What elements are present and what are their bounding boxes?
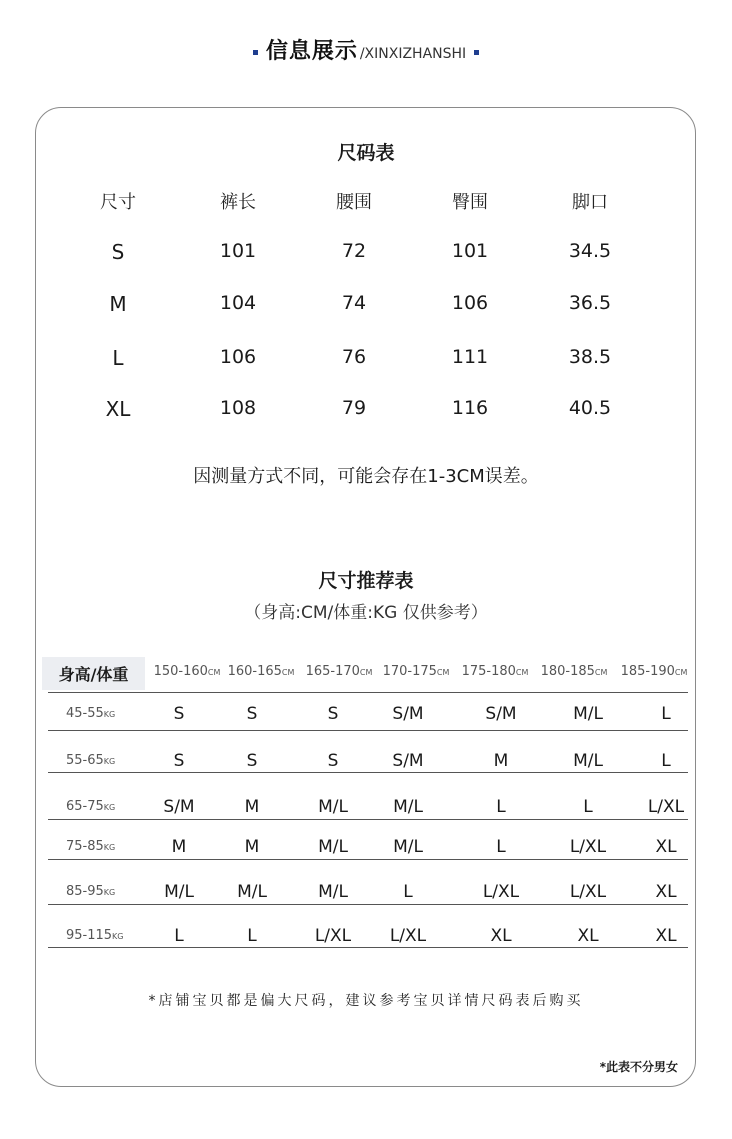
size-recommendation-cell: M	[493, 751, 509, 771]
size-recommendation-cell: S	[246, 704, 258, 724]
size-cell: 111	[451, 346, 489, 368]
weight-row-label	[66, 839, 115, 854]
height-col-header	[228, 664, 295, 679]
size-recommendation-cell: M/L	[237, 882, 267, 902]
size-cell: 79	[341, 397, 367, 419]
row-divider	[48, 947, 688, 948]
size-recommendation-cell: L	[403, 882, 413, 902]
size-recommendation-cell: XL	[577, 926, 599, 946]
size-recommendation-cell: L	[583, 797, 593, 817]
size-cell: 106	[451, 292, 489, 314]
height-unit: CM	[207, 668, 221, 677]
row-divider	[48, 692, 688, 693]
height-col-header	[462, 664, 529, 679]
weight-row-label	[66, 753, 115, 768]
weight-unit: KG	[103, 843, 116, 852]
height-range: 185-190	[620, 664, 675, 679]
size-col-header: 脚口	[572, 192, 608, 213]
size-recommendation-cell: L/XL	[389, 926, 427, 946]
size-recommendation-cell: S	[327, 704, 339, 724]
corner-header-label: 身高/体重	[58, 665, 129, 684]
weight-unit: KG	[103, 757, 116, 766]
height-unit: CM	[359, 668, 373, 677]
height-col-header	[541, 664, 608, 679]
height-col-header	[621, 664, 688, 679]
size-cell: 101	[219, 240, 257, 262]
size-cell: 36.5	[568, 292, 612, 314]
height-unit: CM	[674, 668, 688, 677]
height-range: 165-170	[305, 664, 360, 679]
weight-range: 45-55	[66, 706, 104, 721]
height-col-header	[306, 664, 373, 679]
size-recommendation-cell: L/XL	[647, 797, 685, 817]
weight-range: 55-65	[66, 753, 104, 768]
height-range: 175-180	[461, 664, 516, 679]
size-col-header: 裤长	[220, 192, 256, 213]
size-cell: 74	[341, 292, 367, 314]
size-recommendation-cell: M/L	[318, 797, 348, 817]
bullet-right-icon	[474, 50, 479, 55]
size-recommendation-cell: L	[496, 837, 506, 857]
weight-row-label	[66, 799, 115, 814]
size-recommendation-cell: M/L	[318, 837, 348, 857]
size-recommendation-cell: S/M	[163, 797, 195, 817]
size-cell: 72	[341, 240, 367, 262]
header-title: 信息展示	[265, 39, 358, 64]
size-recommendation-cell: L	[661, 751, 671, 771]
size-recommendation-cell: XL	[655, 926, 677, 946]
size-recommendation-cell: M/L	[318, 882, 348, 902]
size-cell: 104	[219, 292, 257, 314]
size-col-header: 腰围	[336, 192, 372, 213]
size-recommendation-cell: M/L	[393, 837, 423, 857]
height-col-header	[383, 664, 450, 679]
size-recommendation-cell: S/M	[392, 751, 424, 771]
size-recommendation-cell: M/L	[573, 704, 603, 724]
size-recommendation-cell: L/XL	[569, 837, 607, 857]
weight-range: 65-75	[66, 799, 104, 814]
size-recommendation-cell: M	[171, 837, 187, 857]
size-row-label: S	[111, 240, 125, 264]
size-recommendation-cell: S	[173, 751, 185, 771]
size-recommendation-cell: S	[173, 704, 185, 724]
size-recommendation-cell: M	[244, 837, 260, 857]
weight-unit: KG	[103, 803, 116, 812]
size-recommendation-cell: L/XL	[569, 882, 607, 902]
page-header	[0, 34, 732, 70]
row-divider	[48, 904, 688, 905]
height-range: 170-175	[382, 664, 437, 679]
size-cell: 116	[451, 397, 489, 419]
recommend-subtitle: （身高:CM/体重:KG 仅供参考）	[244, 603, 488, 623]
bullet-left-icon	[253, 50, 258, 55]
row-divider	[48, 772, 688, 773]
size-chart-title: 尺码表	[337, 142, 395, 164]
size-recommendation-cell: L	[174, 926, 184, 946]
weight-unit: KG	[103, 888, 116, 897]
size-row-label: L	[112, 346, 124, 370]
size-cell: 34.5	[568, 240, 612, 262]
size-row-label: M	[109, 292, 127, 316]
unisex-note: *此表不分男女	[599, 1060, 678, 1074]
size-cell: 101	[451, 240, 489, 262]
weight-row-label	[66, 928, 124, 943]
size-recommendation-cell: L	[661, 704, 671, 724]
weight-unit: KG	[112, 932, 124, 941]
size-col-header: 尺寸	[100, 192, 136, 213]
size-cell: 106	[219, 346, 257, 368]
recommend-title: 尺寸推荐表	[318, 570, 414, 592]
size-recommendation-cell: M/L	[393, 797, 423, 817]
weight-row-label	[66, 884, 115, 899]
weight-row-label	[66, 706, 115, 721]
header-subtitle: /XINXIZHANSHI	[359, 46, 467, 62]
size-recommendation-cell: L/XL	[314, 926, 352, 946]
height-unit: CM	[436, 668, 450, 677]
size-cell: 38.5	[568, 346, 612, 368]
row-divider	[48, 859, 688, 860]
size-cell: 40.5	[568, 397, 612, 419]
size-recommendation-cell: S/M	[392, 704, 424, 724]
row-divider	[48, 819, 688, 820]
size-recommendation-cell: XL	[490, 926, 512, 946]
height-range: 150-160	[153, 664, 208, 679]
size-recommendation-cell: XL	[655, 882, 677, 902]
height-unit: CM	[594, 668, 608, 677]
weight-range: 95-115	[66, 928, 113, 943]
height-range: 160-165	[227, 664, 282, 679]
row-divider	[48, 730, 688, 731]
size-recommendation-cell: L/XL	[482, 882, 520, 902]
size-cell: 76	[341, 346, 367, 368]
size-recommendation-cell: M/L	[164, 882, 194, 902]
measurement-note: 因测量方式不同，可能会存在1-3CM误差。	[193, 466, 539, 487]
size-recommendation-cell: L	[496, 797, 506, 817]
size-recommendation-cell: L	[247, 926, 257, 946]
size-row-label: XL	[105, 397, 131, 421]
size-recommendation-cell: S	[246, 751, 258, 771]
size-recommendation-cell: XL	[655, 837, 677, 857]
height-unit: CM	[281, 668, 295, 677]
size-recommendation-cell: M	[244, 797, 260, 817]
size-cell: 108	[219, 397, 257, 419]
size-recommendation-cell: S/M	[485, 704, 517, 724]
weight-unit: KG	[103, 710, 116, 719]
size-col-header: 臀围	[452, 192, 488, 213]
height-col-header	[154, 664, 221, 679]
weight-range: 75-85	[66, 839, 104, 854]
footer-note: *店铺宝贝都是偏大尺码，建议参考宝贝详情尺码表后购买	[148, 993, 584, 1009]
size-recommendation-cell: M/L	[573, 751, 603, 771]
height-range: 180-185	[540, 664, 595, 679]
weight-range: 85-95	[66, 884, 104, 899]
size-recommendation-cell: S	[327, 751, 339, 771]
height-unit: CM	[515, 668, 529, 677]
